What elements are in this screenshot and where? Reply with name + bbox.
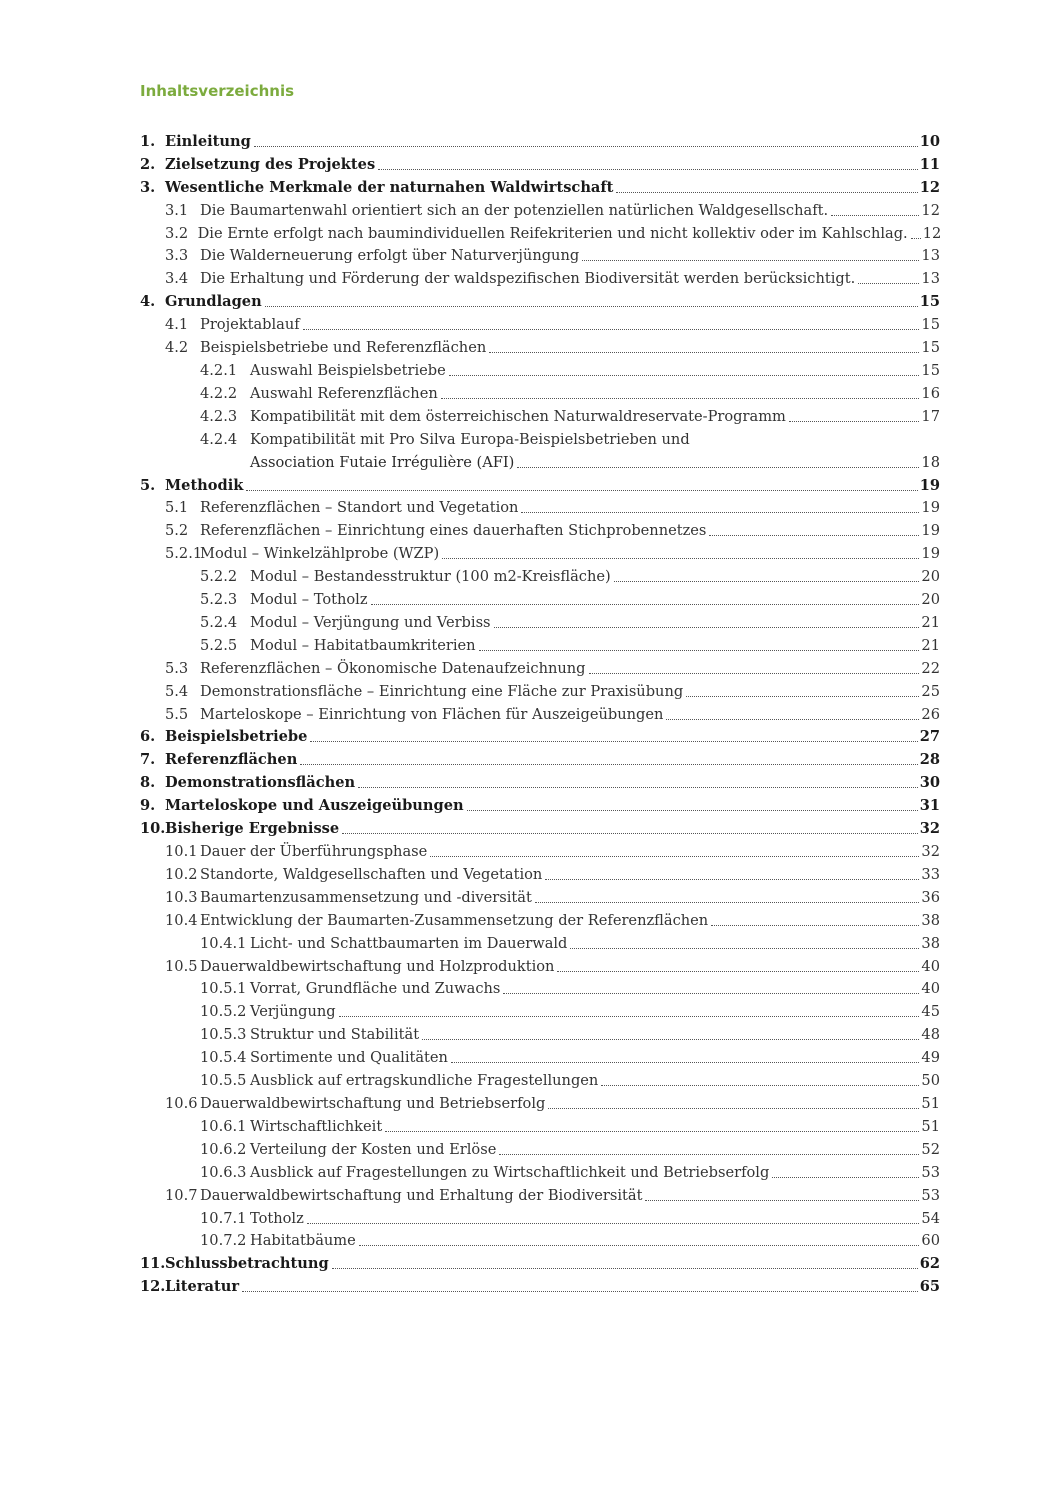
toc-entry-number: 10.7.2 xyxy=(200,1232,247,1250)
toc-entry-page: 51 xyxy=(921,1117,940,1135)
toc-entry-page: 54 xyxy=(921,1209,940,1227)
dot-leader xyxy=(479,649,920,651)
toc-entry-number: 3. xyxy=(140,178,156,196)
toc-entry[interactable] xyxy=(140,678,940,701)
dot-leader xyxy=(499,1153,919,1155)
dot-leader xyxy=(307,1222,920,1224)
dot-leader xyxy=(489,351,919,353)
toc-entry-title: Modul – Totholz xyxy=(250,591,368,609)
toc-entry[interactable] xyxy=(140,517,940,540)
toc-entry-page: 21 xyxy=(921,613,940,631)
toc-entry-number: 4.2.1 xyxy=(200,361,238,379)
toc-entry-title: Referenzflächen xyxy=(165,751,298,769)
toc-entry[interactable] xyxy=(140,426,940,449)
toc-entry-number: 10.3 xyxy=(165,888,198,906)
toc-entry-number: 10.5 xyxy=(165,957,198,975)
toc-entry[interactable] xyxy=(140,724,940,747)
toc-entry-page: 25 xyxy=(921,682,940,700)
toc-entry-number: 5.2.5 xyxy=(200,636,238,654)
toc-entry-title: Ausblick auf ertragskundliche Fragestellungen xyxy=(250,1072,599,1090)
toc-entry[interactable] xyxy=(140,609,940,632)
toc-entry-title: Beispielsbetriebe und Referenzflächen xyxy=(200,339,487,357)
toc-heading: Inhaltsverzeichnis xyxy=(140,82,295,100)
toc-entry-title: Demonstrationsflächen xyxy=(165,774,356,792)
toc-entry-title: Modul – Winkelzählprobe (WZP) xyxy=(200,545,440,563)
toc-entry-page: 21 xyxy=(921,636,940,654)
toc-entry-page: 16 xyxy=(921,384,940,402)
toc-entry[interactable] xyxy=(140,1205,940,1228)
toc-entry-page: 12 xyxy=(921,201,940,219)
toc-entry-number: 10.5.2 xyxy=(200,1003,247,1021)
dot-leader xyxy=(616,191,917,193)
toc-entry-page: 30 xyxy=(919,774,940,792)
toc-entry-number: 10.6.2 xyxy=(200,1140,247,1158)
toc-entry-title: Verjüngung xyxy=(250,1003,336,1021)
toc-entry[interactable] xyxy=(140,884,940,907)
toc-entry[interactable] xyxy=(140,976,940,999)
dot-leader xyxy=(521,511,919,513)
toc-entry[interactable] xyxy=(140,243,940,266)
toc-entry[interactable] xyxy=(140,815,940,838)
dot-leader xyxy=(614,580,920,582)
toc-entry[interactable] xyxy=(140,472,940,495)
toc-entry[interactable] xyxy=(140,197,940,220)
toc-entry-number: 5.5 xyxy=(165,705,189,723)
toc-entry[interactable] xyxy=(140,586,940,609)
toc-entry-number: 10.4.1 xyxy=(200,934,247,952)
toc-entry[interactable] xyxy=(140,746,940,769)
dot-leader xyxy=(589,672,920,674)
toc-entry-number: 4.2.4 xyxy=(200,430,238,448)
dot-leader xyxy=(494,626,920,628)
toc-entry-number: 10.5.1 xyxy=(200,980,247,998)
table-of-contents xyxy=(140,128,940,1296)
toc-entry-number: 10. xyxy=(140,820,166,838)
dot-leader xyxy=(503,992,919,994)
toc-entry-title: Ausblick auf Fragestellungen zu Wirtschaftlichkeit und Betriebserfolg xyxy=(250,1163,770,1181)
toc-entry-title: Marteloskope – Einrichtung von Flächen für Auszeigeübungen xyxy=(200,705,664,723)
toc-entry-page: 19 xyxy=(921,499,940,517)
toc-entry-title: Kompatibilität mit dem österreichischen Naturwaldreservate-Programm xyxy=(250,407,786,425)
toc-entry-number: 5.2.1 xyxy=(165,545,203,563)
toc-entry-title: Modul – Habitatbaumkriterien xyxy=(250,636,476,654)
dot-leader xyxy=(858,282,919,284)
toc-entry-number: 10.2 xyxy=(165,865,198,883)
toc-entry[interactable] xyxy=(140,953,940,976)
toc-entry-number: 10.5.4 xyxy=(200,1049,247,1067)
toc-entry-number: 12. xyxy=(140,1278,166,1296)
toc-entry-page: 32 xyxy=(921,843,940,860)
toc-entry-page: 12 xyxy=(922,224,942,242)
toc-entry-page: 65 xyxy=(919,1278,940,1296)
toc-entry-title: Vorrat, Grundfläche und Zuwachs xyxy=(250,980,501,998)
toc-entry-number: 11. xyxy=(140,1255,166,1273)
toc-entry-title: Bisherige Ergebnisse xyxy=(165,820,340,838)
toc-entry[interactable] xyxy=(140,838,940,861)
toc-entry-title: Demonstrationsfläche – Einrichtung eine Fläche zur Praxisübung xyxy=(200,682,684,700)
toc-entry-page: 18 xyxy=(921,453,940,471)
toc-entry-page: 52 xyxy=(921,1140,940,1158)
toc-entry-number: 10.6.3 xyxy=(200,1163,247,1181)
toc-entry-title: Dauer der Überführungsphase xyxy=(200,843,428,860)
dot-leader xyxy=(789,420,920,422)
toc-entry-title: Wirtschaftlichkeit xyxy=(250,1117,383,1135)
toc-entry-number: 10.4 xyxy=(165,911,198,929)
dot-leader xyxy=(430,855,919,857)
toc-entry-title: Verteilung der Kosten und Erlöse xyxy=(250,1140,497,1158)
toc-entry[interactable] xyxy=(140,655,940,678)
toc-entry-page: 38 xyxy=(921,934,940,952)
toc-entry[interactable] xyxy=(140,1228,940,1251)
toc-entry-number: 4.2.2 xyxy=(200,384,238,402)
toc-entry-page: 53 xyxy=(921,1163,940,1181)
toc-entry-page: 15 xyxy=(921,316,940,334)
dot-leader xyxy=(242,1290,918,1292)
toc-entry-title: Standorte, Waldgesellschaften und Vegetation xyxy=(200,865,543,883)
toc-entry-page: 33 xyxy=(921,865,940,883)
toc-entry-number: 3.4 xyxy=(165,270,189,288)
toc-entry-title: Referenzflächen – Einrichtung eines dauerhaften Stichprobennetzes xyxy=(200,522,707,540)
toc-entry[interactable] xyxy=(140,1273,940,1296)
toc-entry-page: 20 xyxy=(921,591,940,609)
toc-entry-number: 9. xyxy=(140,797,156,815)
toc-entry[interactable] xyxy=(140,174,940,197)
toc-entry[interactable] xyxy=(140,701,940,724)
toc-entry-title: Referenzflächen – Ökonomische Datenaufzeichnung xyxy=(200,659,586,677)
toc-entry[interactable] xyxy=(140,311,940,334)
toc-entry-number: 7. xyxy=(140,751,156,769)
toc-entry[interactable] xyxy=(140,930,940,953)
dot-leader xyxy=(557,970,919,972)
toc-entry-number: 3.2 xyxy=(165,224,189,242)
toc-entry-title: Die Erhaltung und Förderung der waldspezifischen Biodiversität werden berücksichtigt. xyxy=(200,270,856,288)
toc-entry-number: 6. xyxy=(140,728,156,746)
toc-entry-page: 48 xyxy=(921,1026,940,1044)
dot-leader xyxy=(570,947,919,949)
toc-entry[interactable] xyxy=(140,334,940,357)
toc-entry-title: Association Futaie Irrégulière (AFI) xyxy=(250,453,515,471)
toc-entry-title: Totholz xyxy=(250,1209,304,1227)
toc-entry[interactable] xyxy=(140,861,940,884)
toc-entry-page: 11 xyxy=(919,155,940,173)
toc-entry-number: 10.6 xyxy=(165,1094,198,1112)
toc-entry[interactable] xyxy=(140,792,940,815)
toc-entry-title: Modul – Verjüngung und Verbiss xyxy=(250,613,491,631)
toc-entry-page: 12 xyxy=(919,178,940,196)
toc-entry-page: 15 xyxy=(919,293,940,311)
toc-entry-number: 5.3 xyxy=(165,659,189,677)
dot-leader xyxy=(449,374,920,376)
dot-leader xyxy=(686,695,919,697)
toc-entry-page: 32 xyxy=(919,820,940,838)
toc-entry-title: Dauerwaldbewirtschaftung und Holzproduktion xyxy=(200,957,555,975)
dot-leader xyxy=(358,786,918,788)
toc-entry-number: 3.1 xyxy=(165,201,189,219)
dot-leader xyxy=(601,1084,919,1086)
toc-entry-title: Die Ernte erfolgt nach baumindividuellen Reifekriterien und nicht kollektiv oder im Kahlschlag. xyxy=(197,224,908,242)
dot-leader xyxy=(535,901,920,903)
toc-entry-title: Grundlagen xyxy=(165,293,262,311)
toc-entry-title: Literatur xyxy=(165,1278,240,1296)
toc-entry-page: 40 xyxy=(921,957,940,975)
dot-leader xyxy=(645,1199,919,1201)
toc-entry[interactable] xyxy=(140,1250,940,1273)
toc-entry[interactable] xyxy=(140,380,940,403)
toc-entry-page: 26 xyxy=(921,705,940,723)
toc-entry-title: Methodik xyxy=(165,476,244,494)
toc-entry-number: 10.5.5 xyxy=(200,1072,247,1090)
toc-entry-page: 60 xyxy=(921,1232,940,1250)
toc-entry[interactable] xyxy=(140,1182,940,1205)
toc-entry-page: 38 xyxy=(921,911,940,929)
dot-leader xyxy=(441,397,920,399)
toc-entry-page: 13 xyxy=(921,270,940,288)
toc-entry[interactable] xyxy=(140,1067,940,1090)
toc-entry-title: Kompatibilität mit Pro Silva Europa-Beispielsbetrieben und xyxy=(250,430,690,448)
toc-entry-title: Projektablauf xyxy=(200,316,300,334)
toc-entry-title: Marteloskope und Auszeigeübungen xyxy=(165,797,464,815)
toc-entry-title: Modul – Bestandesstruktur (100 m2-Kreisfläche) xyxy=(250,568,611,586)
toc-entry[interactable] xyxy=(140,1113,940,1136)
toc-entry-title: Dauerwaldbewirtschaftung und Erhaltung der Biodiversität xyxy=(200,1186,643,1204)
toc-entry-page: 28 xyxy=(919,751,940,769)
toc-entry-page: 27 xyxy=(919,728,940,746)
toc-entry-page: 17 xyxy=(921,407,940,425)
toc-entry[interactable] xyxy=(140,128,940,151)
toc-entry-number: 5.2.2 xyxy=(200,568,238,586)
toc-entry-number: 10.5.3 xyxy=(200,1026,247,1044)
toc-entry-page: 15 xyxy=(921,361,940,379)
dot-leader xyxy=(422,1038,919,1040)
toc-entry[interactable] xyxy=(140,357,940,380)
toc-entry[interactable] xyxy=(140,1044,940,1067)
toc-entry[interactable] xyxy=(140,449,940,472)
toc-entry-number: 5.2.4 xyxy=(200,613,238,631)
dot-leader xyxy=(254,145,918,147)
toc-entry-title: Auswahl Referenzflächen xyxy=(250,384,438,402)
toc-entry[interactable] xyxy=(140,151,940,174)
toc-entry[interactable] xyxy=(140,288,940,311)
dot-leader xyxy=(265,305,918,307)
toc-entry[interactable] xyxy=(140,1090,940,1113)
toc-entry-number: 10.6.1 xyxy=(200,1117,247,1135)
toc-entry-number: 1. xyxy=(140,132,156,150)
toc-entry-page: 19 xyxy=(919,476,940,494)
dot-leader xyxy=(246,489,917,491)
toc-entry-title: Referenzflächen – Standort und Vegetation xyxy=(200,499,519,517)
toc-entry-page: 13 xyxy=(921,247,940,265)
dot-leader xyxy=(300,763,917,765)
toc-entry[interactable] xyxy=(140,632,940,655)
toc-entry-page: 62 xyxy=(919,1255,940,1273)
toc-entry[interactable] xyxy=(140,403,940,426)
toc-entry-title: Licht- und Schattbaumarten im Dauerwald xyxy=(250,934,568,952)
toc-entry[interactable] xyxy=(140,495,940,518)
toc-entry-page: 22 xyxy=(921,659,940,677)
toc-entry-title: Einleitung xyxy=(165,132,251,150)
dot-leader xyxy=(548,1107,919,1109)
dot-leader xyxy=(442,557,919,559)
toc-entry-number: 2. xyxy=(140,155,156,173)
toc-entry-title: Habitatbäume xyxy=(250,1232,356,1250)
dot-leader xyxy=(359,1244,920,1246)
toc-entry-page: 36 xyxy=(921,888,940,906)
toc-entry-number: 10.7.1 xyxy=(200,1209,247,1227)
dot-leader xyxy=(831,214,919,216)
toc-entry-number: 8. xyxy=(140,774,156,792)
toc-entry-page: 49 xyxy=(921,1049,940,1067)
toc-entry[interactable] xyxy=(140,1136,940,1159)
dot-leader xyxy=(310,740,917,742)
toc-entry[interactable] xyxy=(140,769,940,792)
dot-leader xyxy=(666,718,919,720)
toc-entry-title: Entwicklung der Baumarten-Zusammensetzung der Referenzflächen xyxy=(200,911,709,929)
toc-entry-number: 4. xyxy=(140,293,156,311)
toc-entry-page: 53 xyxy=(921,1186,940,1204)
dot-leader xyxy=(332,1267,918,1269)
toc-entry-title: Zielsetzung des Projektes xyxy=(165,155,376,173)
dot-leader xyxy=(772,1176,919,1178)
toc-entry-page: 10 xyxy=(919,132,940,150)
toc-entry-title: Auswahl Beispielsbetriebe xyxy=(250,361,446,379)
toc-entry[interactable] xyxy=(140,998,940,1021)
toc-entry-page: 51 xyxy=(921,1094,940,1112)
toc-entry-page: 19 xyxy=(921,545,940,563)
toc-entry[interactable] xyxy=(140,907,940,930)
toc-entry-number: 10.1 xyxy=(165,843,198,860)
dot-leader xyxy=(385,1130,919,1132)
toc-entry-title: Beispielsbetriebe xyxy=(165,728,308,746)
toc-entry-page: 15 xyxy=(921,339,940,357)
dot-leader xyxy=(911,237,921,239)
toc-entry-page: 50 xyxy=(921,1072,940,1090)
toc-entry[interactable] xyxy=(140,1021,940,1044)
toc-entry-number: 3.3 xyxy=(165,247,189,265)
toc-entry-number: 5.1 xyxy=(165,499,189,517)
toc-entry-title: Baumartenzusammensetzung und -diversität xyxy=(200,888,532,906)
toc-entry-title: Sortimente und Qualitäten xyxy=(250,1049,448,1067)
dot-leader xyxy=(709,534,919,536)
dot-leader xyxy=(517,466,919,468)
toc-entry-page: 19 xyxy=(921,522,940,540)
dot-leader xyxy=(371,603,920,605)
toc-entry-title: Struktur und Stabilität xyxy=(250,1026,420,1044)
dot-leader xyxy=(339,1015,920,1017)
toc-entry[interactable] xyxy=(140,1159,940,1182)
dot-leader xyxy=(342,832,918,834)
toc-entry[interactable] xyxy=(140,540,940,563)
toc-entry-number: 5.4 xyxy=(165,682,189,700)
dot-leader xyxy=(378,168,918,170)
toc-entry-title: Dauerwaldbewirtschaftung und Betriebserfolg xyxy=(200,1094,546,1112)
dot-leader xyxy=(451,1061,919,1063)
toc-entry-number: 10.7 xyxy=(165,1186,198,1204)
toc-entry-number: 4.1 xyxy=(165,316,189,334)
toc-entry-page: 31 xyxy=(919,797,940,815)
toc-entry-page: 40 xyxy=(921,980,940,998)
dot-leader xyxy=(545,878,919,880)
toc-entry[interactable] xyxy=(140,265,940,288)
toc-entry-title: Die Walderneuerung erfolgt über Naturverjüngung xyxy=(200,247,580,265)
dot-leader xyxy=(582,259,919,261)
toc-entry-page: 20 xyxy=(921,568,940,586)
toc-entry-number: 5.2 xyxy=(165,522,189,540)
dot-leader xyxy=(303,328,920,330)
dot-leader xyxy=(467,809,918,811)
toc-entry-number: 4.2 xyxy=(165,339,189,357)
toc-entry-number: 5. xyxy=(140,476,156,494)
toc-entry-page: 45 xyxy=(921,1003,940,1021)
toc-entry-number: 5.2.3 xyxy=(200,591,238,609)
toc-entry[interactable] xyxy=(140,220,940,243)
toc-entry-title: Schlussbetrachtung xyxy=(165,1255,329,1273)
toc-entry-number: 4.2.3 xyxy=(200,407,238,425)
toc-entry-title: Wesentliche Merkmale der naturnahen Waldwirtschaft xyxy=(165,178,614,196)
dot-leader xyxy=(711,924,919,926)
toc-entry[interactable] xyxy=(140,563,940,586)
toc-entry-title: Die Baumartenwahl orientiert sich an der potenziellen natürlichen Waldgesellschaft. xyxy=(200,201,829,219)
